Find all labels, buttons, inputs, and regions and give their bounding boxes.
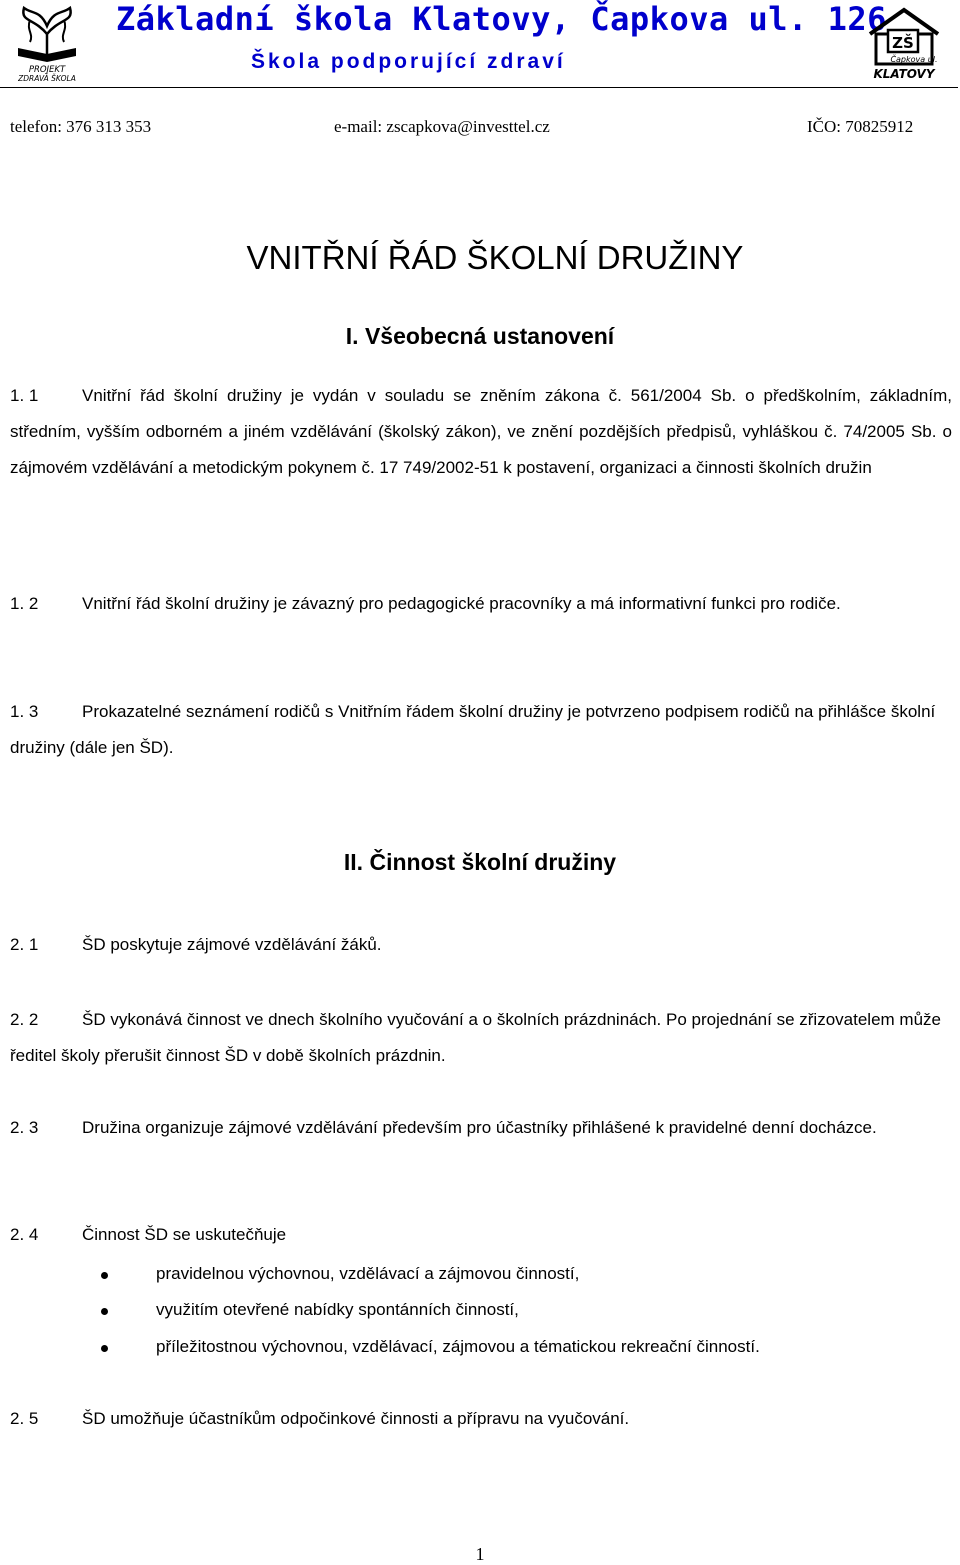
- bullet-icon: [101, 1272, 108, 1279]
- section-heading-general: I. Všeobecná ustanovení: [345, 323, 615, 349]
- paragraph-number: 1. 2: [10, 594, 39, 613]
- paragraph-number: 1. 1: [10, 386, 39, 405]
- paragraph-number: 2. 4: [10, 1225, 39, 1244]
- list-item-text: využitím otevřené nabídky spontánních činností,: [156, 1300, 519, 1319]
- paragraph-2-2: [10, 1002, 952, 1074]
- paragraph-1-3: [10, 694, 952, 766]
- paragraph-text: Vnitřní řád školní družiny je závazný pro pedagogické pracovníky a má informativní funkci pro rodiče.: [82, 594, 841, 613]
- page-number: 1: [475, 1544, 485, 1564]
- paragraph-number: 2. 5: [10, 1409, 39, 1428]
- paragraph-text: Činnost ŠD se uskutečňuje: [82, 1225, 287, 1244]
- paragraph-2-3: [10, 1110, 952, 1146]
- logo-right-street: Čapkova ul.: [890, 55, 938, 64]
- paragraph-text: Prokazatelné seznámení rodičů s Vnitřním řádem školní družiny je potvrzeno podpisem rodičů na přihlášce školní družiny (dále jen ŠD).: [10, 702, 936, 757]
- logo-right-town: KLATOVY: [873, 67, 935, 81]
- paragraph-2-1: [10, 927, 952, 963]
- phone-number: telefon: 376 313 353: [10, 117, 152, 136]
- paragraph-number: 2. 2: [10, 1010, 39, 1029]
- paragraph-number: 2. 1: [10, 935, 39, 954]
- document-title: VNITŘNÍ ŘÁD ŠKOLNÍ DRUŽINY: [246, 239, 744, 276]
- logo-right-initials: ZŠ: [892, 34, 914, 52]
- zs-capkova-logo: [862, 4, 946, 82]
- school-name: Základní škola Klatovy, Čapkova ul. 126: [116, 0, 887, 38]
- paragraph-text: Družina organizuje zájmové vzdělávání především pro účastníky přihlášené k pravidelné denní docházce.: [82, 1118, 877, 1137]
- paragraph-text: ŠD umožňuje účastníkům odpočinkové činnosti a přípravu na vyučování.: [82, 1409, 630, 1428]
- section-heading-activity: II. Činnost školní družiny: [343, 849, 617, 875]
- list-item-text: pravidelnou výchovnou, vzdělávací a zájmovou činností,: [156, 1264, 580, 1283]
- healthy-school-logo: [12, 4, 82, 82]
- paragraph-number: 1. 3: [10, 702, 39, 721]
- logo-left-line-1: PROJEKT: [28, 65, 66, 75]
- paragraph-number: 2. 3: [10, 1118, 39, 1137]
- paragraph-text: Vnitřní řád školní družiny je vydán v souladu se zněním zákona č. 561/2004 Sb. o předškolním, základním, středním, vyšším odborném a jiném vzdělávání (školský zákon), ve znění pozdějších předpisů, vyhláškou č. 74/2005 Sb. o zájmovém vzdělávání a metodickým pokynem č. 17 749/2002-51 k postavení, organizaci a činnosti školních družin: [10, 386, 952, 477]
- paragraph-1-2: [10, 586, 952, 622]
- header-divider: [0, 87, 958, 88]
- letterhead: [0, 0, 960, 90]
- email-address: e-mail: zscapkova@investtel.cz: [334, 117, 550, 136]
- bullet-icon: [101, 1345, 108, 1352]
- logo-left-line-2: ZDRAVÁ ŠKOLA: [18, 74, 76, 82]
- company-id: IČO: 70825912: [807, 117, 914, 136]
- list-item-text: příležitostnou výchovnou, vzdělávací, zájmovou a tématickou rekreační činností.: [156, 1337, 760, 1356]
- paragraph-1-1: [10, 378, 952, 486]
- paragraph-2-4: [10, 1217, 952, 1253]
- paragraph-text: ŠD vykonává činnost ve dnech školního vyučování a o školních prázdninách. Po projednání se zřizovatelem může ředitel školy přerušit činnost ŠD v době školních prázdnin.: [10, 1010, 941, 1065]
- bullet-icon: [101, 1308, 108, 1315]
- school-motto: Škola podporující zdraví: [251, 50, 566, 73]
- paragraph-text: ŠD poskytuje zájmové vzdělávání žáků.: [82, 935, 382, 954]
- paragraph-2-5: [10, 1401, 952, 1437]
